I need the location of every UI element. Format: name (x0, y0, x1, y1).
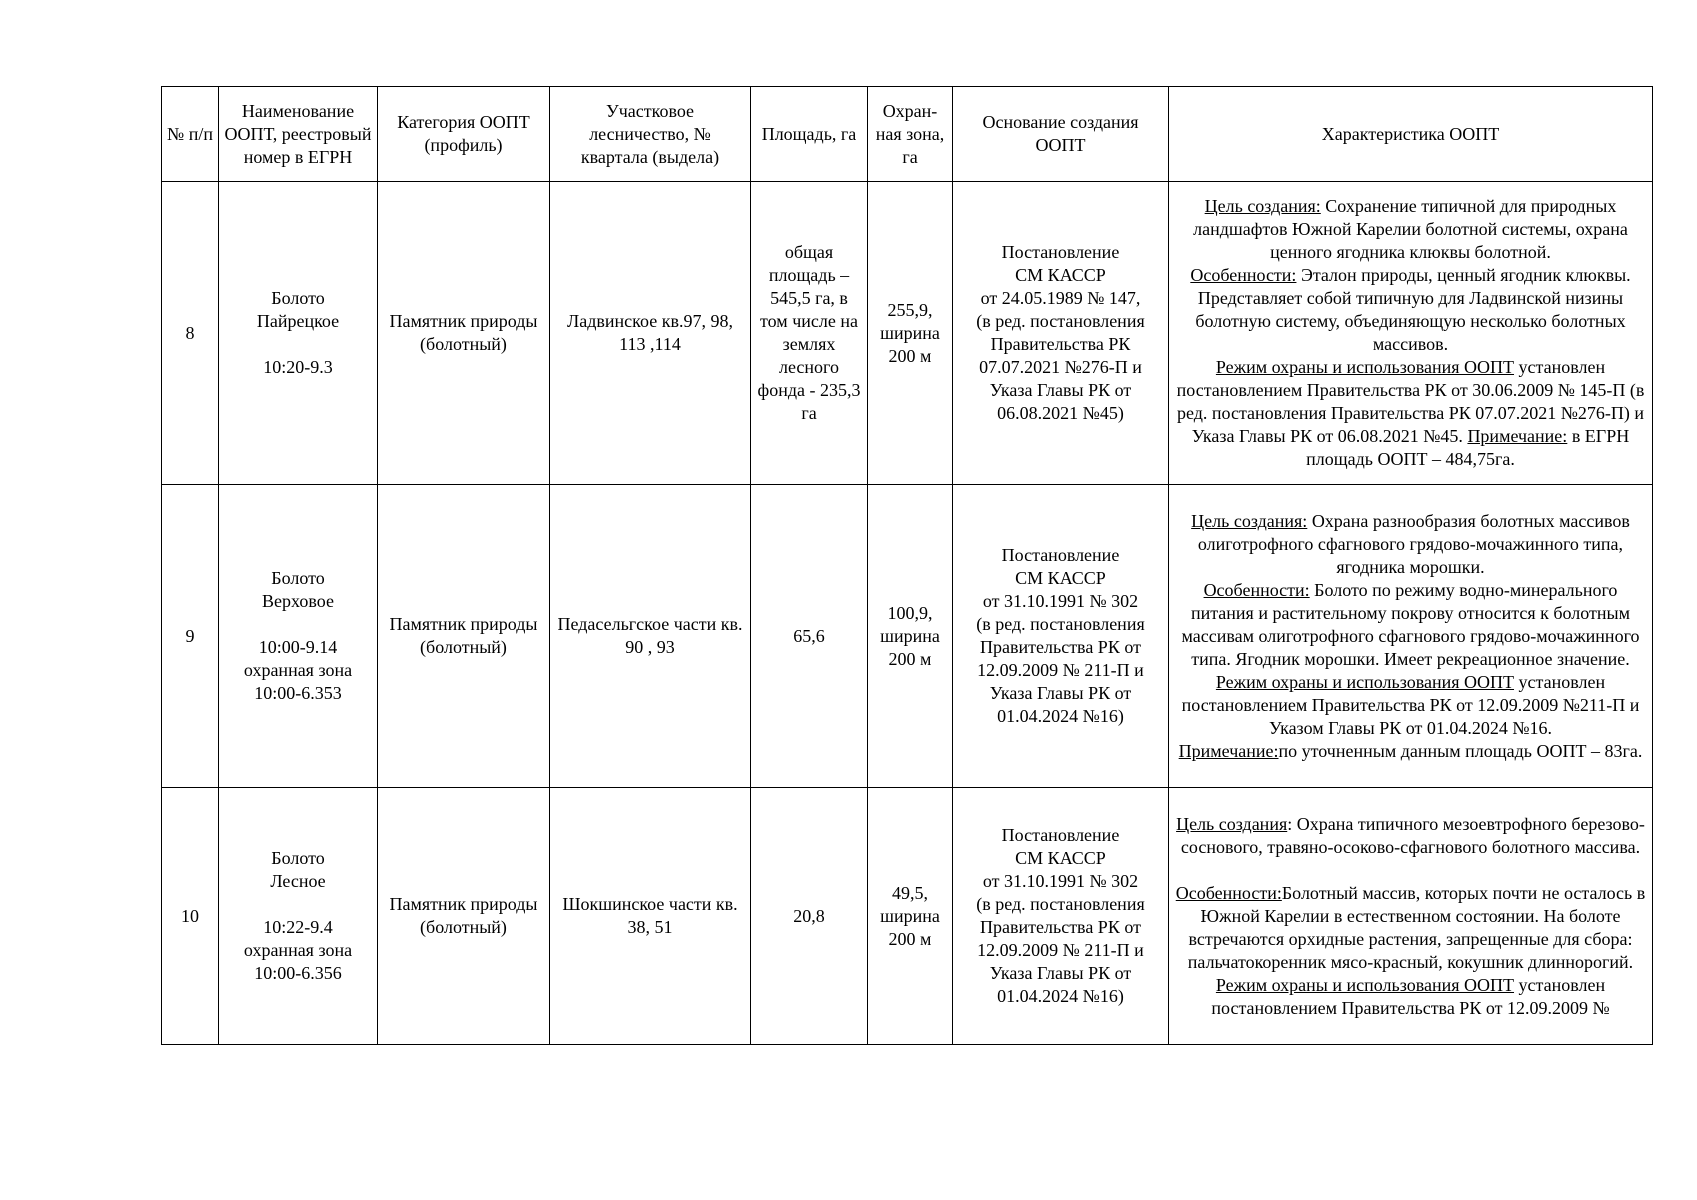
row-name (219, 182, 378, 485)
header-area: Площадь, га (751, 87, 868, 182)
row-num: 8 (162, 182, 219, 485)
row-forestry: Шокшинское части кв. 38, 51 (550, 788, 751, 1045)
row-characteristic (1169, 788, 1653, 1045)
note-label: Примечание: (1467, 426, 1568, 446)
goal-label: Цель создания (1176, 813, 1288, 834)
goal-text: Сохранение типичной для природных ландшафтов Южной Карелии болотной системы, охрана ценного ягодника клюквы болотной. (1193, 196, 1628, 262)
note-paragraph (1173, 740, 1648, 763)
header-name: Наименование ООПТ, реестровый номер в ЕГРН (219, 87, 378, 182)
goal-text: : Охрана типичного мезоевтрофного березово-соснового, травяно-осоково-сфагнового болотного массива. (1180, 813, 1645, 857)
row-basis (953, 788, 1169, 1045)
regime-label: Режим охраны и использования ООПТ (1215, 357, 1515, 377)
basis-line: от 31.10.1991 № 302 (982, 591, 1139, 611)
row-basis (953, 485, 1169, 788)
regime-text: установлен постановлением Правительства РК от 12.09.2009 № (1211, 974, 1610, 1018)
row-category: Памятник природы (болотный) (378, 182, 550, 485)
row-category: Памятник природы (болотный) (378, 485, 550, 788)
row-zone: 100,9, ширина 200 м (868, 485, 953, 788)
goal-label: Цель создания: (1204, 196, 1321, 216)
row-area: 65,6 (751, 485, 868, 788)
registry-number: 10:20-9.3 (263, 357, 333, 377)
regime-text: установлен постановлением Правительства РК от 12.09.2009 №211-П и Указом Главы РК от 01.04.2024 №16. (1181, 671, 1640, 738)
basis-line: от 31.10.1991 № 302 (982, 871, 1139, 891)
note-text: в ЕГРН площадь ООПТ – 484,75га. (1306, 426, 1630, 469)
features-paragraph (1173, 882, 1648, 974)
spacer (223, 893, 373, 916)
zone-label: охранная зона (243, 660, 353, 680)
features-label: Особенности: (1190, 265, 1297, 285)
features-paragraph (1173, 579, 1648, 671)
note-label: Примечание: (1178, 740, 1279, 761)
basis-line: Постановление (1001, 242, 1120, 262)
goal-paragraph (1173, 510, 1648, 579)
header-characteristic: Характеристика ООПТ (1169, 87, 1653, 182)
row-category: Памятник природы (болотный) (378, 788, 550, 1045)
oopt-table (161, 86, 1653, 1045)
name-line: Болото (271, 848, 325, 868)
row-area: общая площадь – 545,5 га, в том числе на землях лесного фонда - 235,3 га (751, 182, 868, 485)
table-header (162, 87, 1653, 182)
spacer (1173, 859, 1648, 882)
name-line: Лесное (270, 871, 326, 891)
name-line: Болото (271, 288, 325, 308)
row-zone: 49,5, ширина 200 м (868, 788, 953, 1045)
spacer (223, 613, 373, 636)
header-zone: Охран-ная зона, га (868, 87, 953, 182)
goal-paragraph (1173, 813, 1648, 859)
row-num: 10 (162, 788, 219, 1045)
regime-label: Режим охраны и использования ООПТ (1215, 671, 1515, 692)
row-area: 20,8 (751, 788, 868, 1045)
spacer (223, 333, 373, 356)
row-zone: 255,9, ширина 200 м (868, 182, 953, 485)
basis-text: (в ред. постановления Правительства РК от 12.09.2009 № 211-П и Указа Главы РК от 01.04.2024 №16) (976, 894, 1145, 1006)
row-num: 9 (162, 485, 219, 788)
regime-text: установлен постановлением Правительства РК от 30.06.2009 № 145-П (в ред. постановления Правительства РК 07.07.2021 №276-П) и Указа Главы РК от 06.08.2021 №45. (1176, 357, 1645, 446)
row-name (219, 485, 378, 788)
row-name (219, 788, 378, 1045)
zone-registry-number: 10:00-6.356 (254, 963, 342, 983)
row-characteristic (1169, 182, 1653, 485)
header-category: Категория ООПТ (профиль) (378, 87, 550, 182)
table-row (162, 182, 1653, 485)
header-basis: Основание создания ООПТ (953, 87, 1169, 182)
basis-text: (в ред. постановления Правительства РК 07.07.2021 №276-П и Указа Главы РК от 06.08.2021 №45) (976, 311, 1145, 423)
features-paragraph (1173, 264, 1648, 356)
table-row (162, 485, 1653, 788)
header-forestry: Участковое лесничество, № квартала (выдела) (550, 87, 751, 182)
regime-paragraph (1173, 356, 1648, 471)
table-row (162, 788, 1653, 1045)
basis-line: СМ КАССР (1015, 265, 1106, 285)
header-num: № п/п (162, 87, 219, 182)
features-text: Болотный массив, которых почти не осталось в Южной Карелии в естественном состоянии. На болоте встречаются орхидные растения, запрещенные для сбора: пальчатокоренник мясо-красный, кокушник длиннорогий. (1187, 882, 1646, 972)
row-characteristic (1169, 485, 1653, 788)
row-forestry: Ладвинское кв.97, 98, 113 ,114 (550, 182, 751, 485)
goal-text: Охрана разнообразия болотных массивов олиготрофного сфагнового грядово-мочажинного типа, ягодника морошки. (1197, 510, 1630, 577)
basis-line: Постановление (1001, 545, 1120, 565)
row-basis (953, 182, 1169, 485)
note-text: по уточненным данным площадь ООПТ – 83га. (1278, 740, 1643, 761)
name-line: Пайрецкое (256, 311, 340, 331)
regime-paragraph (1173, 671, 1648, 740)
basis-line: СМ КАССР (1015, 568, 1106, 588)
registry-number: 10:00-9.14 (258, 637, 338, 657)
features-label: Особенности: (1203, 579, 1310, 600)
basis-text: (в ред. постановления Правительства РК от 12.09.2009 № 211-П и Указа Главы РК от 01.04.2024 №16) (976, 614, 1145, 726)
basis-line: Постановление (1001, 825, 1120, 845)
features-label: Особенности: (1175, 882, 1282, 903)
name-line: Верховое (262, 591, 334, 611)
basis-line: СМ КАССР (1015, 848, 1106, 868)
goal-label: Цель создания: (1191, 510, 1308, 531)
registry-number: 10:22-9.4 (263, 917, 333, 937)
regime-label: Режим охраны и использования ООПТ (1215, 974, 1515, 995)
features-text: Болото по режиму водно-минерального питания и растительному покрову относится к болотным массивам олиготрофного сфагнового грядово-мочажинного типа. Ягодник морошки. Имеет рекреационное значение. (1181, 579, 1640, 669)
features-text: Эталон природы, ценный ягодник клюквы. Представляет собой типичную для Ладвинской низины болотную систему, объединяющую несколько болотных массивов. (1195, 265, 1631, 354)
row-forestry: Педасельгское части кв. 90 , 93 (550, 485, 751, 788)
zone-label: охранная зона (243, 940, 353, 960)
regime-paragraph (1173, 974, 1648, 1020)
basis-line: от 24.05.1989 № 147, (980, 288, 1141, 308)
zone-registry-number: 10:00-6.353 (254, 683, 342, 703)
goal-paragraph (1173, 195, 1648, 264)
name-line: Болото (271, 568, 325, 588)
